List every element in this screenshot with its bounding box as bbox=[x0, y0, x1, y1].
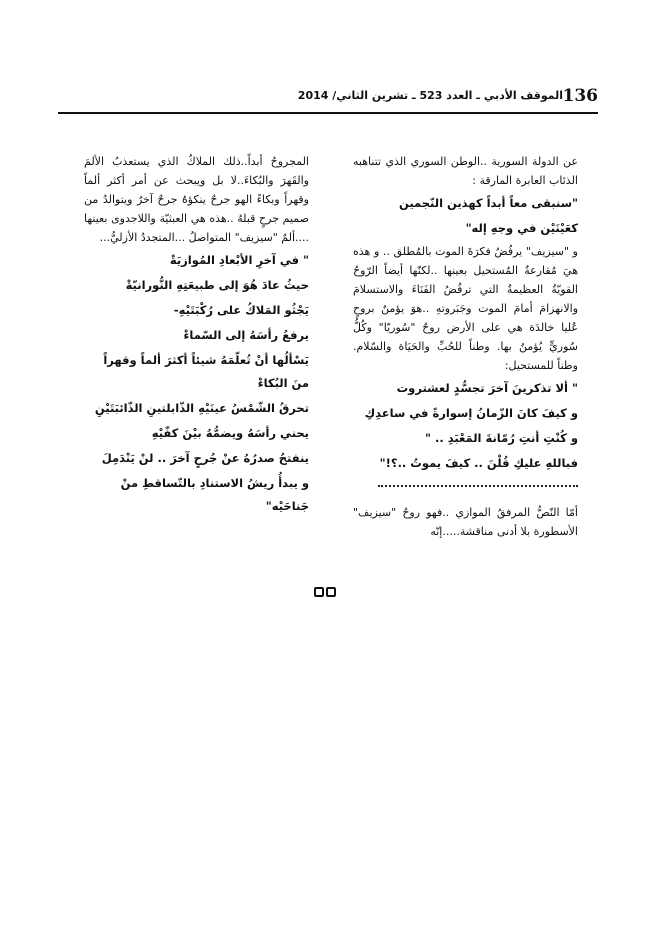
intro-paragraph: عن الدولة السورية ..الوطن السوري الذي تتناهبه الذئاب العابرة المارقة : bbox=[353, 155, 578, 187]
square-icon bbox=[326, 587, 336, 597]
page-number: 136 bbox=[562, 86, 598, 106]
verse-line: تحرقُ الشّمْسُ عينَيْهِ الذّابلتينِ الذّائبَتَيْنِ bbox=[94, 401, 309, 415]
verse-line: يرفعُ رأسَهُ إلى السّماءْ bbox=[183, 328, 309, 342]
verse-line: و يبدأُ ريشُ الاستنادِ بالتّساقطِ منْ جَناحَيْه" bbox=[120, 476, 309, 513]
verse-line: ينفتحُ صدرُهُ عنْ جُرحٍ آخرَ .. لنْ يَنْدَمِلَ bbox=[101, 451, 309, 465]
verse-line: يَسْألُها أنْ تُعلّمَهُ شيئاً أكثرَ ألماً وقهراً منَ البُكاءْ bbox=[103, 353, 309, 390]
verse-line: " ألا تذكرينَ آخرَ تجسُّدٍ لعشتروت bbox=[396, 381, 578, 395]
body-paragraph: و "سيزيف" يرفُضُ فكرَةَ الموت بالمُطلق .. و هذه هيَ مُقارعةٌ المُستحيل بعينها ..لكنّها أيضاً الرّوحُ القويّةُ العظيمةُ التي ترفُضُ الفَنَاءَ والاستسلامَ والانهزامَ أمامَ الموت وجَبَروتهِ ..هوَ يؤمنُ بروحٍ عُليا خالدَة هي على الأرض روحٌ "سُوريّا" وكُلُّ سُوريٍّ يُؤمنُ بها. وطناً للحُبِّ والحَيَاة والسّلام. وطناً للمستحيل: bbox=[353, 245, 578, 372]
left-column bbox=[84, 152, 309, 520]
verse-line: كعَيْنَيْن في وجهِ إله" bbox=[465, 221, 578, 235]
verse-line: "سنبقى معاً أبداً كهذين النّجمين bbox=[399, 196, 578, 210]
verse-line: حيثُ عادَ هُوَ إلى طبيعَتِهِ النُّورانيّةْ bbox=[125, 278, 309, 292]
dotted-separator bbox=[378, 483, 578, 487]
square-icon bbox=[314, 587, 324, 597]
verse-line: و كُنْتِ أنتِ رُمّانةَ المَعْبَدِ .. " bbox=[424, 431, 578, 445]
verse-line: " في آخرِ الأبْعادِ المُوازيَةْ bbox=[169, 253, 309, 267]
verse-line: و كيفَ كانَ الزّمانُ إسوارةً في ساعدِكِ bbox=[364, 406, 578, 420]
running-header: الموقف الأدبي ـ العدد 523 ـ تشرين الثاني/ 2014 bbox=[297, 89, 563, 102]
verse-line: يَجْثُو المَلاكُ على رُكْبَتَيْهِ- bbox=[173, 303, 309, 317]
body-paragraph: المجروحُ أبداً..ذلك الملاكُ الذي يستعذبُ الألمَ والقَهرَ والبُكاءَ..لا بل ويبحث عن أمر أكثر ألماً وقهراً وبكاءً الهو جرحٌ ينكؤهُ جرحٌ آخرُ ويتوالدُ من صميم جرحٍ قبلهُ ..هذه هي العبثيّة واللاجدوى بعينها ....ألمٌ "سيزيف" المتواصلُ ...المتجددُ الأزليُّ... bbox=[84, 155, 309, 244]
body-paragraph: أمّا النّصُّ المرفقُ الموازي ..فهو روحُ "سيزيف" الأسطورة بلا أدنى مناقشة.....إنّه bbox=[353, 506, 578, 538]
end-mark-icon bbox=[314, 587, 336, 597]
header-rule bbox=[58, 112, 598, 114]
verse-line: فباللهِ عليكِ قُلْنَ .. كيفَ يموتُ ..؟!" bbox=[379, 456, 578, 470]
right-column bbox=[353, 152, 578, 543]
verse-line: يحني رأسَهُ ويضمُّهُ بيْنَ كفّيْهِ bbox=[151, 426, 309, 440]
